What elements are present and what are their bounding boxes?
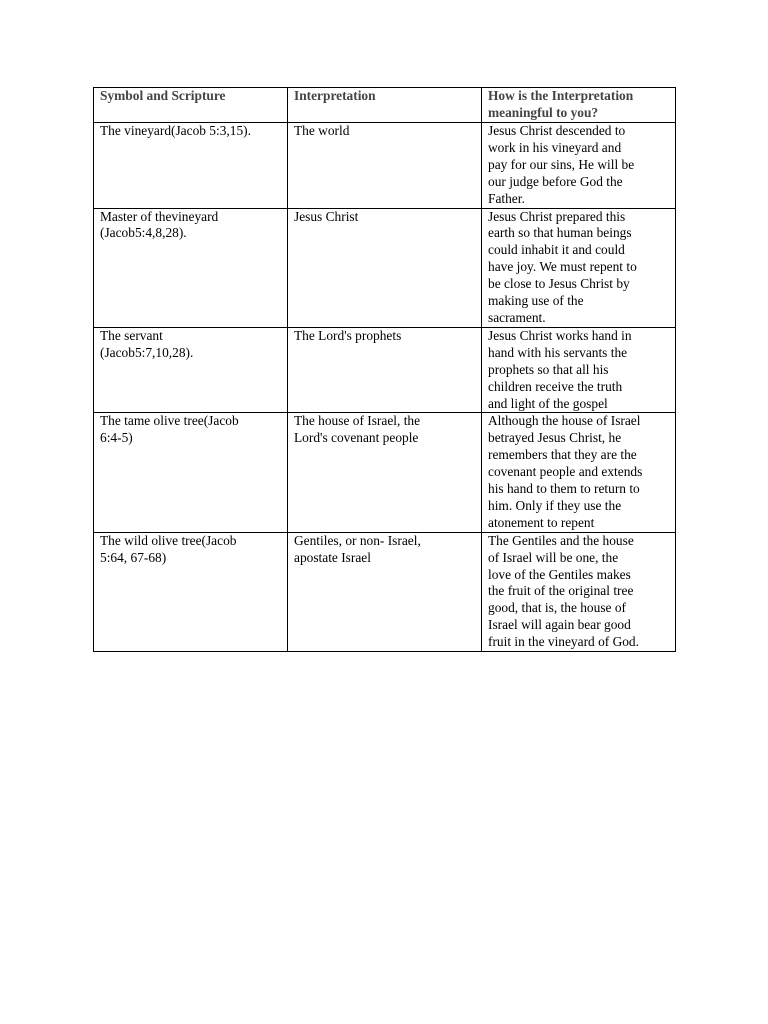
cell-interpretation: The Lord's prophets bbox=[288, 327, 482, 413]
header-meaning: How is the Interpretation meaningful to you? bbox=[482, 88, 676, 123]
cell-meaning: Although the house of Israel betrayed Jesus Christ, he remembers that they are the covenant people and extends his hand to them to return to him. Only if they use the atonement to repent bbox=[482, 413, 676, 532]
cell-symbol: Master of thevineyard (Jacob5:4,8,28). bbox=[94, 208, 288, 327]
table-row bbox=[94, 327, 676, 413]
cell-interpretation: The house of Israel, the Lord's covenant people bbox=[288, 413, 482, 532]
cell-meaning: The Gentiles and the house of Israel will be one, the love of the Gentiles makes the fruit of the original tree good, that is, the house of Israel will again bear good fruit in the vineyard of God. bbox=[482, 532, 676, 651]
cell-interpretation: The world bbox=[288, 123, 482, 209]
table-row bbox=[94, 208, 676, 327]
header-symbol: Symbol and Scripture bbox=[94, 88, 288, 123]
table-row bbox=[94, 123, 676, 209]
cell-meaning: Jesus Christ prepared this earth so that human beings could inhabit it and could have joy. We must repent to be close to Jesus Christ by making use of the sacrament. bbox=[482, 208, 676, 327]
cell-symbol: The wild olive tree(Jacob 5:64, 67-68) bbox=[94, 532, 288, 651]
table-header-row bbox=[94, 88, 676, 123]
cell-meaning: Jesus Christ descended to work in his vineyard and pay for our sins, He will be our judge before God the Father. bbox=[482, 123, 676, 209]
table-row bbox=[94, 532, 676, 651]
cell-meaning: Jesus Christ works hand in hand with his servants the prophets so that all his children receive the truth and light of the gospel bbox=[482, 327, 676, 413]
header-interpretation: Interpretation bbox=[288, 88, 482, 123]
cell-interpretation: Gentiles, or non- Israel, apostate Israel bbox=[288, 532, 482, 651]
cell-symbol: The vineyard(Jacob 5:3,15). bbox=[94, 123, 288, 209]
symbol-interpretation-table bbox=[93, 87, 676, 652]
table-row bbox=[94, 413, 676, 532]
cell-symbol: The servant (Jacob5:7,10,28). bbox=[94, 327, 288, 413]
cell-symbol: The tame olive tree(Jacob 6:4-5) bbox=[94, 413, 288, 532]
cell-interpretation: Jesus Christ bbox=[288, 208, 482, 327]
